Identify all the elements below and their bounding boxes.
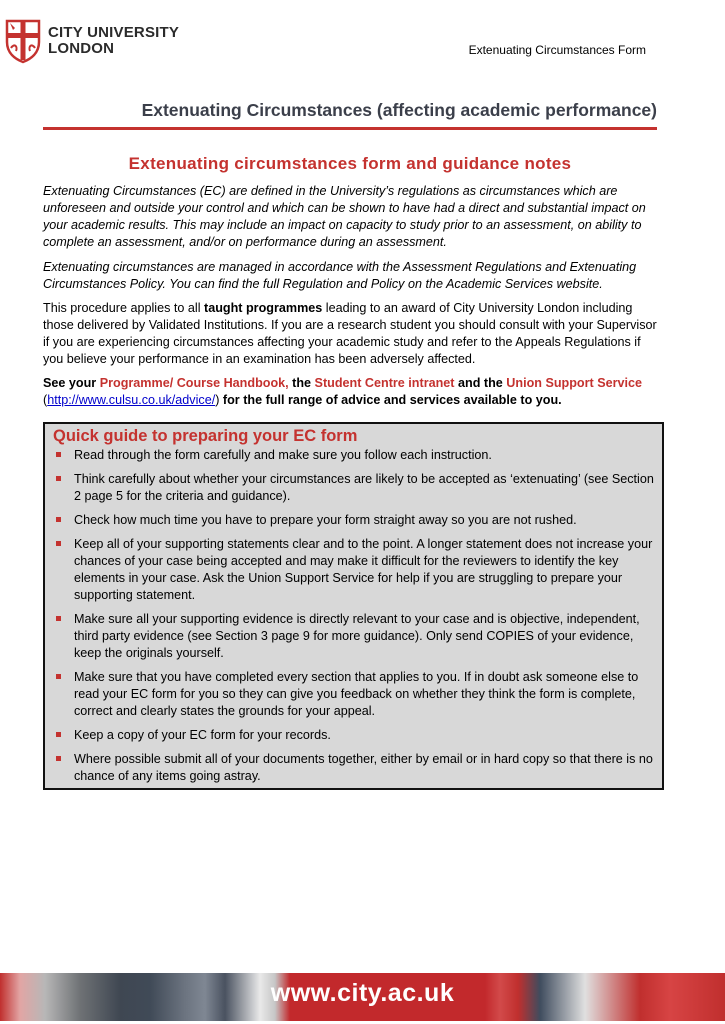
advice-comma: ,	[285, 376, 293, 390]
advice-see: See your	[43, 376, 100, 390]
link-close-paren: )	[215, 393, 220, 407]
bullet-icon	[56, 732, 61, 737]
quick-guide-list	[53, 447, 657, 792]
bullet-icon	[56, 616, 61, 621]
ec-definition-paragraph: Extenuating Circumstances (EC) are defined in the University’s regulations as circumstances which are unforeseen and outside your control and which can be shown to have had a direct and substantial impact on your academic results. This may include an impact on capacity to study prior to an assessment, on ability to complete an assessment, and/or on performance during an assessment.	[43, 184, 646, 249]
bullet-icon	[56, 674, 61, 679]
advice-and: and the	[454, 376, 507, 390]
quick-guide-title: Quick guide to preparing your EC form	[53, 427, 358, 445]
list-item	[53, 447, 657, 464]
intranet-reference: Student Centre intranet	[314, 376, 455, 390]
list-item-text: Keep all of your supporting statements clear and to the point. A longer statement does not increase your chances of your case being accepted and may make it difficult for the reviewers to identify the key elements in your case. Ask the Union Support Service for help if you are struggling to prepare your supporting statement.	[74, 537, 653, 602]
list-item-text: Check how much time you have to prepare your form straight away so you are not rushed.	[74, 513, 577, 527]
list-item	[53, 512, 657, 529]
list-item	[53, 536, 657, 604]
footer-url[interactable]: www.city.ac.uk	[270, 979, 455, 1007]
document-label: Extenuating Circumstances Form	[468, 43, 646, 57]
advice-link[interactable]: http://www.culsu.co.uk/advice/	[47, 393, 216, 407]
advice-rest: for the full range of advice and services available to you.	[219, 393, 562, 407]
title-divider	[43, 127, 657, 130]
advice-the: the	[292, 376, 315, 390]
bullet-icon	[56, 517, 61, 522]
procedure-text-a: This procedure applies to all	[43, 301, 205, 315]
taught-programmes-emphasis: taught programmes	[204, 301, 323, 315]
list-item	[53, 669, 657, 720]
list-item-text: Make sure that you have completed every section that applies to you. If in doubt ask someone else to read your EC form for you so they can give you feedback on whether they think the form is complete, correct and clearly states the grounds for your appeal.	[74, 670, 639, 718]
section-heading: Extenuating circumstances form and guidance notes	[128, 154, 572, 173]
university-logo	[4, 18, 179, 64]
bullet-icon	[56, 541, 61, 546]
logo-line-2: LONDON	[48, 40, 115, 57]
handbook-reference: Programme/ Course Handbook	[99, 376, 286, 390]
advice-paragraph	[43, 375, 658, 409]
procedure-paragraph	[43, 300, 658, 368]
list-item	[53, 727, 657, 744]
bullet-icon	[56, 756, 61, 761]
bullet-icon	[56, 452, 61, 457]
regulations-paragraph: Extenuating circumstances are managed in accordance with the Assessment Regulations and Extenuating Circumstances Policy. You can find the full Regulation and Policy on the Academic Services website.	[43, 260, 637, 291]
list-item-text: Make sure all your supporting evidence is directly relevant to your case and is objective, independent, third party evidence (see Section 3 page 9 for more guidance). Only send COPIES of your evidence, keep the originals yourself.	[74, 612, 640, 660]
crest-icon	[4, 18, 42, 64]
list-item	[53, 611, 657, 662]
union-reference: Union Support Service	[506, 376, 643, 390]
quick-guide-box	[43, 422, 664, 790]
list-item-text: Read through the form carefully and make sure you follow each instruction.	[74, 448, 492, 462]
list-item-text: Think carefully about whether your circumstances are likely to be accepted as ‘extenuating’ (see Section 2 page 5 for the criteria and guidance).	[74, 472, 654, 503]
page-title: Extenuating Circumstances (affecting academic performance)	[141, 100, 657, 120]
list-item-text: Where possible submit all of your documents together, either by email or in hard copy so that there is no chance of any items going astray.	[74, 752, 653, 783]
list-item-text: Keep a copy of your EC form for your records.	[74, 728, 331, 742]
logo-line-1: CITY UNIVERSITY	[48, 24, 180, 41]
list-item	[53, 471, 657, 505]
link-open-paren: (	[43, 393, 48, 407]
procedure-text-b: leading to an award of City University London including those delivered by Validated Institutions. If you are a research student you should consult with your Supervisor if you are experiencing circumstances affecting your academic study and refer to the Appeals Regulations if you believe your performance in an examination has been adversely affected.	[43, 301, 657, 366]
bullet-icon	[56, 476, 61, 481]
list-item	[53, 751, 657, 785]
